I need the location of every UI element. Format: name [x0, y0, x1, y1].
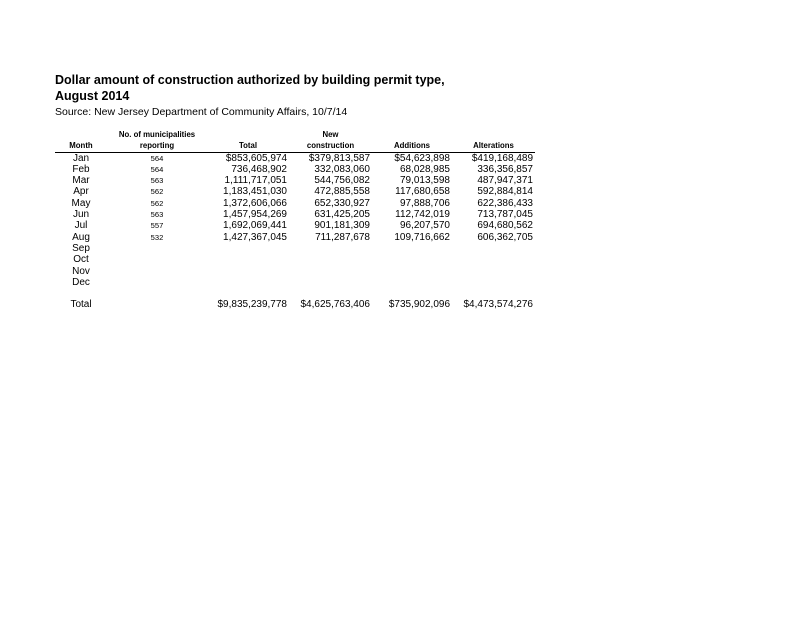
- cell-additions: [372, 243, 452, 254]
- col-munis-header-line-1: No. of municipalities: [118, 130, 196, 139]
- table-row: [55, 164, 535, 175]
- cell-total: [207, 266, 289, 277]
- cell-new-construction: 901,181,309: [314, 220, 370, 232]
- total-new-construction: $4,625,763,406: [300, 298, 370, 310]
- total-additions: $735,902,096: [388, 298, 450, 310]
- cell-munis: 563: [150, 176, 164, 186]
- cell-month: Jul: [74, 220, 88, 232]
- cell-new-construction: 332,083,060: [314, 163, 370, 175]
- total-row: [55, 299, 535, 310]
- cell-munis: 564: [150, 164, 164, 174]
- cell-alterations: 592,884,814: [477, 186, 533, 198]
- cell-alterations: 606,362,705: [477, 231, 533, 243]
- cell-munis: 564: [150, 153, 164, 163]
- cell-new-construction: 472,885,558: [314, 186, 370, 198]
- cell-new-construction: 631,425,205: [314, 209, 370, 221]
- table-row: [55, 277, 535, 288]
- header-row-1: [55, 129, 535, 140]
- header-row-2: [55, 140, 535, 152]
- table-row: [55, 175, 535, 186]
- cell-new-construction: [289, 243, 372, 254]
- cell-alterations: 622,386,433: [477, 197, 533, 209]
- col-newc-header-line-1: New: [322, 130, 339, 139]
- document-title-line-1: Dollar amount of construction authorized by building permit type,: [55, 73, 445, 87]
- cell-month: Jan: [72, 152, 90, 164]
- cell-month: May: [71, 197, 91, 209]
- cell-additions: [372, 254, 452, 265]
- cell-total: $853,605,974: [225, 152, 287, 164]
- cell-new-construction: 711,287,678: [315, 231, 370, 243]
- cell-alterations: [452, 277, 535, 288]
- cell-munis: 562: [150, 187, 164, 197]
- cell-alterations: 487,947,371: [477, 175, 533, 187]
- cell-month: Oct: [73, 254, 89, 266]
- cell-total: 1,427,367,045: [223, 231, 287, 243]
- cell-alterations: $419,168,489: [471, 152, 533, 164]
- table-row: [55, 266, 535, 277]
- cell-additions: 68,028,985: [399, 163, 450, 175]
- cell-munis: [107, 243, 207, 254]
- table-row: [55, 232, 535, 243]
- cell-munis: 563: [150, 210, 164, 220]
- col-total-header: Total: [207, 140, 289, 152]
- table-row: [55, 243, 535, 254]
- cell-additions: 117,680,658: [395, 186, 450, 198]
- cell-total: 1,372,606,066: [223, 197, 287, 209]
- col-additions-header: Additions: [372, 140, 452, 152]
- col-alterations-header: Alterations: [452, 140, 535, 152]
- cell-additions: 112,742,019: [395, 209, 450, 221]
- cell-new-construction: 652,330,927: [314, 197, 370, 209]
- total-munis: [107, 299, 207, 310]
- cell-total: 1,183,451,030: [223, 186, 287, 198]
- col-month-header: Month: [55, 140, 107, 152]
- cell-total: [207, 277, 289, 288]
- cell-additions: [372, 266, 452, 277]
- cell-additions: 79,013,598: [399, 175, 450, 187]
- spacer-row: [55, 288, 535, 299]
- table-header: [55, 129, 535, 152]
- cell-alterations: [452, 266, 535, 277]
- table-body: [55, 152, 535, 310]
- cell-month: Dec: [72, 276, 90, 288]
- cell-new-construction: 544,756,082: [314, 175, 370, 187]
- cell-new-construction: [289, 277, 372, 288]
- cell-alterations: [452, 243, 535, 254]
- cell-additions: [372, 277, 452, 288]
- permit-table: [55, 129, 535, 310]
- table-row: [55, 220, 535, 231]
- cell-munis: 557: [150, 221, 164, 231]
- source-note: Source: New Jersey Department of Community Affairs, 10/7/14: [55, 106, 348, 118]
- cell-additions: $54,623,898: [394, 152, 450, 164]
- cell-munis: [107, 266, 207, 277]
- cell-total: 1,111,717,051: [224, 175, 287, 187]
- total-alterations: $4,473,574,276: [463, 298, 533, 310]
- table-row: [55, 254, 535, 265]
- cell-munis: 532: [150, 232, 164, 242]
- table-row: [55, 209, 535, 220]
- table-row: [55, 152, 535, 164]
- table-row: [55, 186, 535, 197]
- col-newc-header-line-2: construction: [289, 140, 372, 152]
- cell-total: [207, 243, 289, 254]
- cell-additions: 97,888,706: [399, 197, 450, 209]
- cell-munis: [107, 277, 207, 288]
- cell-month: Aug: [72, 231, 90, 243]
- cell-month: Apr: [73, 186, 89, 198]
- total-total: $9,835,239,778: [217, 298, 287, 310]
- cell-month: Sep: [72, 242, 90, 254]
- cell-alterations: 713,787,045: [477, 209, 533, 221]
- cell-new-construction: [289, 254, 372, 265]
- cell-alterations: [452, 254, 535, 265]
- cell-alterations: 694,680,562: [477, 220, 533, 232]
- cell-total: 736,468,902: [231, 163, 287, 175]
- cell-additions: 96,207,570: [399, 220, 450, 232]
- cell-total: [207, 254, 289, 265]
- cell-total: 1,457,954,269: [223, 209, 287, 221]
- cell-month: Feb: [72, 163, 90, 175]
- cell-additions: 109,716,662: [394, 231, 450, 243]
- cell-month: Nov: [72, 265, 90, 277]
- table-row: [55, 198, 535, 209]
- cell-new-construction: [289, 266, 372, 277]
- cell-alterations: 336,356,857: [477, 163, 533, 175]
- cell-month: Jun: [72, 209, 90, 221]
- col-munis-header-line-2: reporting: [107, 140, 207, 152]
- document-title-line-2: August 2014: [55, 89, 130, 103]
- cell-month: Mar: [72, 175, 90, 187]
- total-label: Total: [70, 298, 92, 310]
- cell-munis: [107, 254, 207, 265]
- cell-new-construction: $379,813,587: [308, 152, 370, 164]
- cell-total: 1,692,069,441: [223, 220, 287, 232]
- cell-munis: 562: [150, 198, 164, 208]
